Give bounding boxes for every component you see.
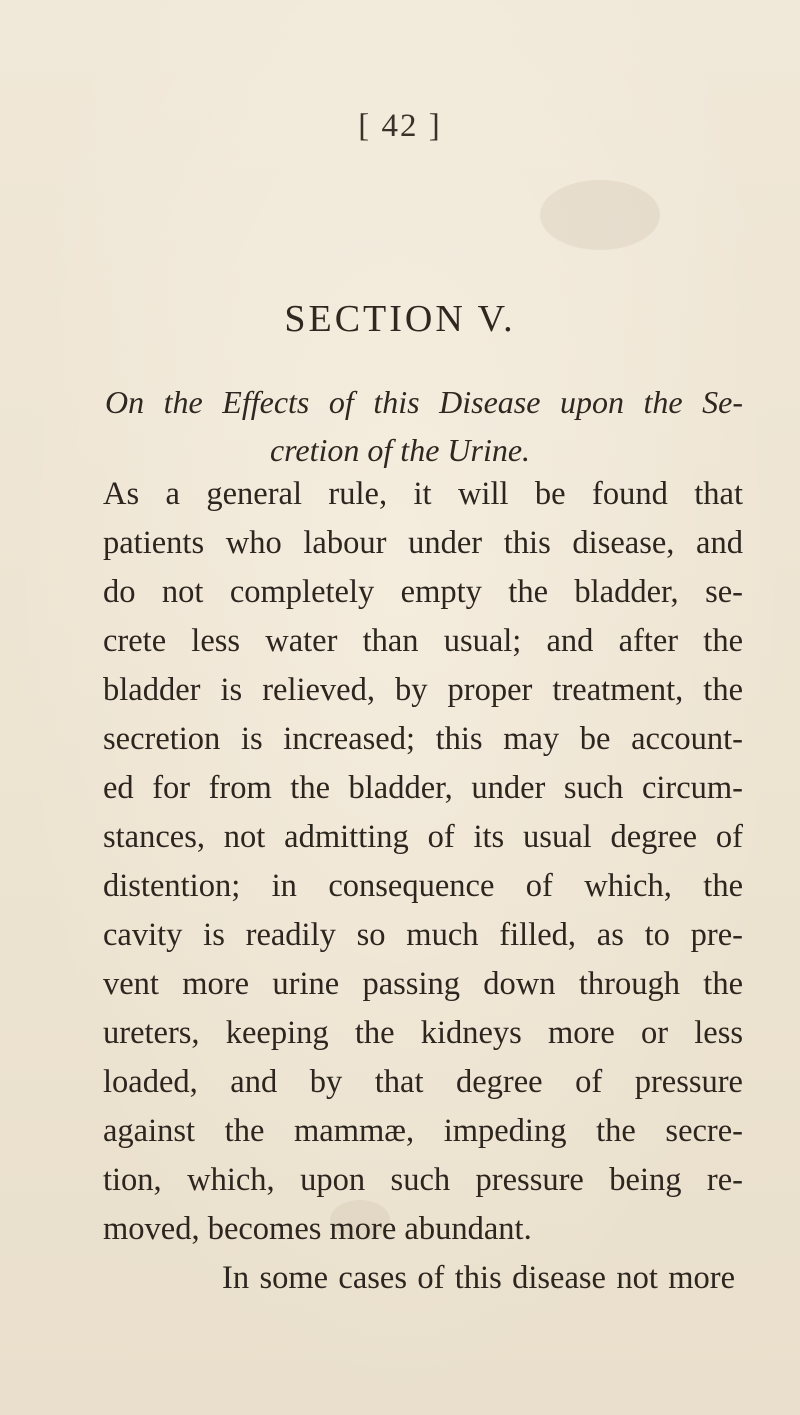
body-text-line: stances, not admitting of its usual degree of — [103, 819, 743, 855]
body-text-line: vent more urine passing down through the — [103, 966, 743, 1002]
body-text-line: secretion is increased; this may be account- — [103, 721, 743, 757]
body-text-line: ureters, keeping the kidneys more or less — [103, 1015, 743, 1051]
body-text-line: In some cases of this disease not more — [222, 1260, 735, 1296]
body-text-line: As a general rule, it will be found that — [103, 476, 743, 512]
body-text-line: tion, which, upon such pressure being re- — [103, 1162, 743, 1198]
section-subtitle-line-2: cretion of the Urine. — [269, 432, 531, 468]
body-text-line: bladder is relieved, by proper treatment, the — [103, 672, 743, 708]
body-text-line: against the mammæ, impeding the secre- — [103, 1113, 743, 1149]
paper-stain — [540, 180, 660, 250]
body-text-line: ed for from the bladder, under such circum- — [103, 770, 743, 806]
page-number: [ 42 ] — [358, 108, 442, 144]
section-subtitle-line-1: On the Effects of this Disease upon the Se- — [105, 384, 743, 420]
body-text-line: cavity is readily so much filled, as to pre- — [103, 917, 743, 953]
body-text-line: loaded, and by that degree of pressure — [103, 1064, 743, 1100]
section-title: SECTION V. — [284, 298, 516, 340]
body-text-line: crete less water than usual; and after the — [103, 623, 743, 659]
body-text-line: do not completely empty the bladder, se- — [103, 574, 743, 610]
body-text-line: distention; in consequence of which, the — [103, 868, 743, 904]
body-text-line: moved, becomes more abundant. — [103, 1211, 532, 1247]
body-text-line: patients who labour under this disease, and — [103, 525, 743, 561]
